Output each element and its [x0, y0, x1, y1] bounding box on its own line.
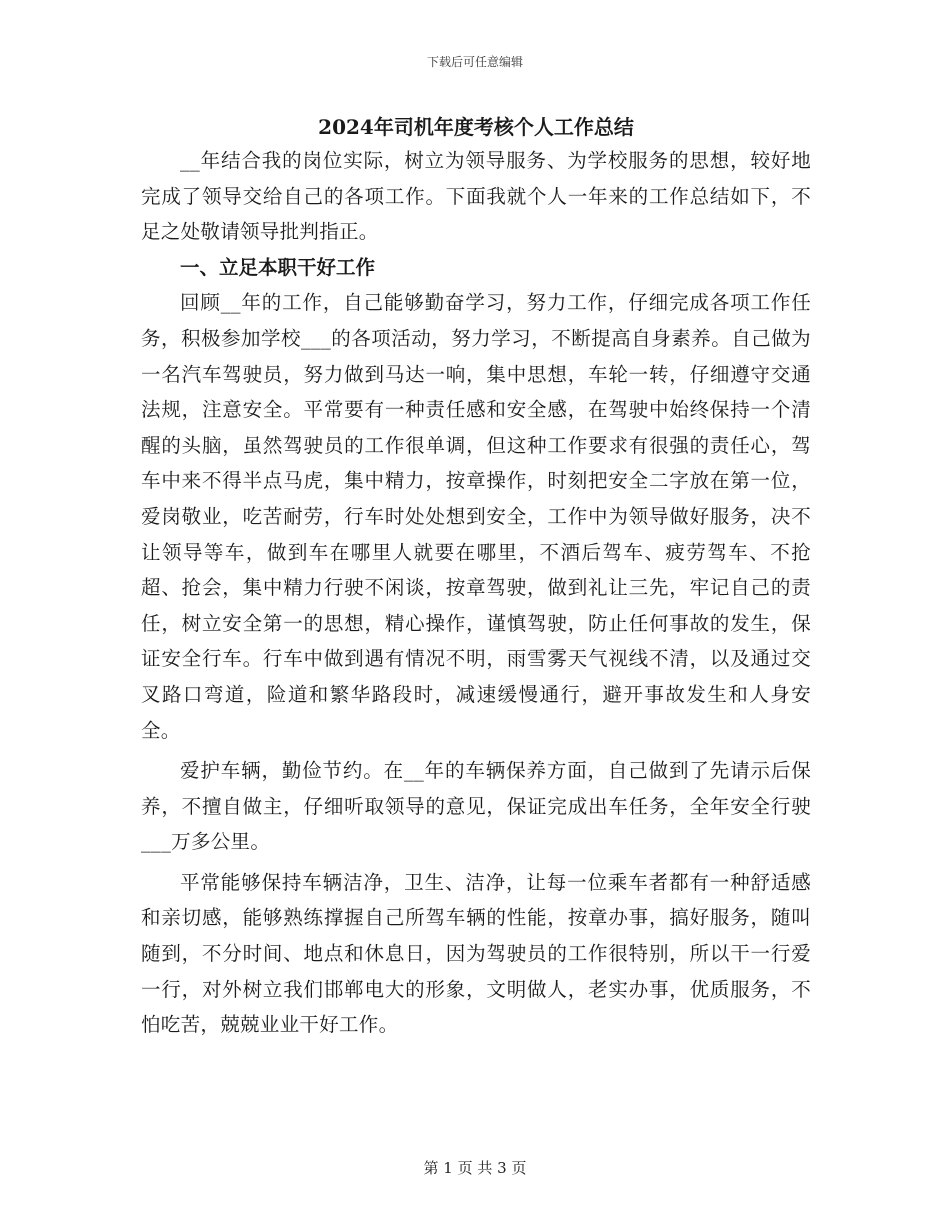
- body-paragraph-2: 爱护车辆，勤俭节约。在__年的车辆保养方面，自己做到了先请示后保养，不擅自做主，仔细听取领导的意见，保证完成出车任务，全年安全行驶___万多公里。: [141, 759, 811, 854]
- document-body: [141, 111, 811, 1043]
- document-title: 2024年司机年度考核个人工作总结: [318, 115, 634, 139]
- body-paragraph-1: 回顾__年的工作，自己能够勤奋学习，努力工作，仔细完成各项工作任务，积极参加学校___的各项活动，努力学习，不断提高自身素养。自己做为一名汽车驾驶员，努力做到马达一响，集中思想，车轮一转，仔细遵守交通法规，注意安全。平常要有一种责任感和安全感，在驾驶中始终保持一个清醒的头脑，虽然驾驶员的工作很单调，但这种工作要求有很强的责任心，驾车中来不得半点马虎，集中精力，按章操作，时刻把安全二字放在第一位，爱岗敬业，吃苦耐劳，行车时处处想到安全，工作中为领导做好服务，决不让领导等车，做到车在哪里人就要在哪里，不酒后驾车、疲劳驾车、不抢超、抢会，集中精力行驶不闲谈，按章驾驶，做到礼让三先，牢记自己的责任，树立安全第一的思想，精心操作，谨慎驾驶，防止任何事故的发生，保证安全行车。行车中做到遇有情况不明，雨雪雾天气视线不清，以及通过交叉路口弯道，险道和繁华路段时，减速缓慢通行，避开事故发生和人身安全。: [141, 291, 811, 742]
- intro-paragraph: __年结合我的岗位实际，树立为领导服务、为学校服务的思想，较好地完成了领导交给自己的各项工作。下面我就个人一年来的工作总结如下，不足之处敬请领导批判指正。: [141, 149, 811, 244]
- page-header: 下载后可任意编辑: [426, 55, 523, 69]
- section-heading: 一、立足本职干好工作: [180, 255, 376, 279]
- page-footer: 第 1 页 共 3 页: [423, 1159, 527, 1177]
- body-paragraph-3: 平常能够保持车辆洁净，卫生、洁净，让每一位乘车者都有一种舒适感和亲切感，能够熟练撑握自己所驾车辆的性能，按章办事，搞好服务，随叫随到，不分时间、地点和休息日，因为驾驶员的工作很特别，所以干一行爱一行，对外树立我们邯郸电大的形象，文明做人，老实办事，优质服务，不怕吃苦，兢兢业业干好工作。: [141, 870, 811, 1037]
